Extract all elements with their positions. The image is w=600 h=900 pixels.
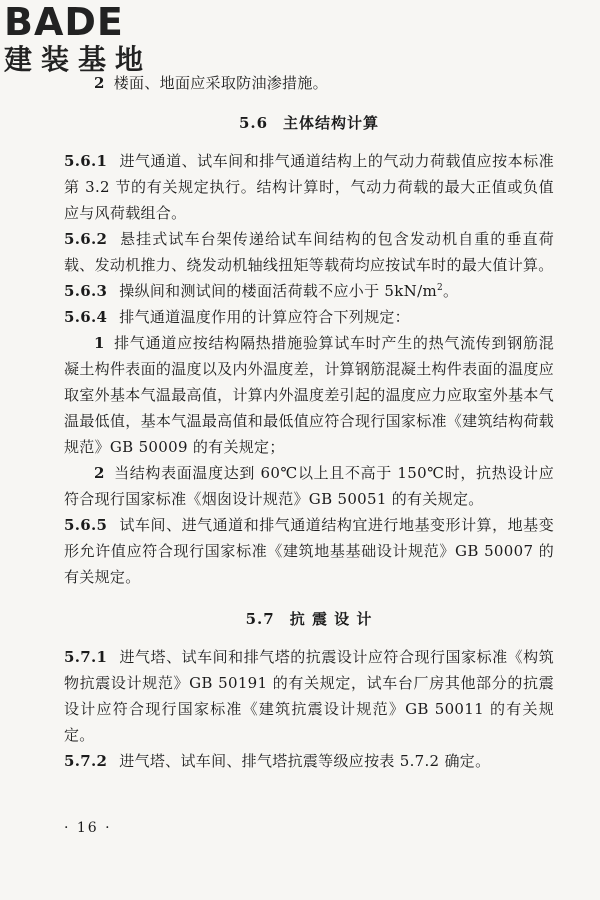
item-text: 排气通道应按结构隔热措施验算试车时产生的热气流传到钢筋混凝土构件表面的温度以及内外温度差，计算钢筋混凝土构件表面的温度应取室外基本气温最高值，计算内外温度差引起的温度应力应取室外基本气温最低值，基本气温最高值和最低值应符合现行国家标准《建筑结构荷载规范》GB 50009 的有关规定； <box>64 334 554 456</box>
clause-number: 5.7.1 <box>64 648 108 666</box>
document-body <box>64 70 554 774</box>
clause-text: 试车间、进气通道和排气通道结构宜进行地基变形计算，地基变形允许值应符合现行国家标准《建筑地基基础设计规范》GB 50007 的有关规定。 <box>64 516 554 586</box>
clause-paragraph <box>64 226 554 278</box>
item-number: 1 <box>94 334 105 352</box>
clause-number: 5.6.2 <box>64 230 108 248</box>
item-number: 2 <box>94 74 105 92</box>
clause-text-end: 。 <box>443 282 459 300</box>
clause-text: 进气塔、试车间、排气塔抗震等级应按表 5.7.2 确定。 <box>119 752 491 770</box>
clause-paragraph <box>64 748 554 774</box>
clause-text: 进气塔、试车间和排气塔的抗震设计应符合现行国家标准《构筑物抗震设计规范》GB 50191 的有关规定，试车台厂房其他部分的抗震设计应符合现行国家标准《建筑抗震设计规范》GB 50011 的有关规定。 <box>64 648 554 744</box>
clause-number: 5.6.5 <box>64 516 108 534</box>
clause-paragraph <box>64 304 554 330</box>
section-number: 5.6 <box>238 114 269 132</box>
clause-paragraph <box>64 148 554 226</box>
item-number: 2 <box>94 464 105 482</box>
logo-wordmark: BADE <box>4 0 124 44</box>
section-title-text: 抗 震 设 计 <box>289 610 373 628</box>
item-paragraph <box>64 70 554 96</box>
clause-paragraph <box>64 644 554 748</box>
unit-superscript: 2 <box>436 283 444 293</box>
clause-number: 5.6.4 <box>64 308 108 326</box>
item-text: 楼面、地面应采取防油渗措施。 <box>113 74 328 92</box>
clause-text: 操纵间和测试间的楼面活荷载不应小于 5kN/m <box>119 282 437 300</box>
section-heading <box>64 606 554 632</box>
logo-subtitle: 建装基地 <box>4 43 153 76</box>
clause-paragraph <box>64 278 554 304</box>
section-title-text: 主体结构计算 <box>283 114 380 132</box>
item-paragraph <box>64 460 554 512</box>
clause-number: 5.7.2 <box>64 752 108 770</box>
clause-text: 进气通道、试车间和排气通道结构上的气动力荷载值应按本标准第 3.2 节的有关规定执行。结构计算时，气动力荷载的最大正值或负值应与风荷载组合。 <box>64 152 554 222</box>
section-number: 5.7 <box>245 610 275 628</box>
clause-paragraph <box>64 512 554 590</box>
section-heading <box>64 110 554 136</box>
item-text: 当结构表面温度达到 60℃以上且不高于 150℃时，抗热设计应符合现行国家标准《烟囱设计规范》GB 50051 的有关规定。 <box>64 464 554 508</box>
item-paragraph <box>64 330 554 460</box>
clause-text: 悬挂式试车台架传递给试车间结构的包含发动机自重的垂直荷载、发动机推力、绕发动机轴线扭矩等载荷均应按试车时的最大值计算。 <box>64 230 554 274</box>
clause-number: 5.6.3 <box>64 282 108 300</box>
clause-number: 5.6.1 <box>64 152 108 170</box>
page-number: · 16 · <box>64 820 112 836</box>
clause-text: 排气通道温度作用的计算应符合下列规定： <box>119 308 410 326</box>
